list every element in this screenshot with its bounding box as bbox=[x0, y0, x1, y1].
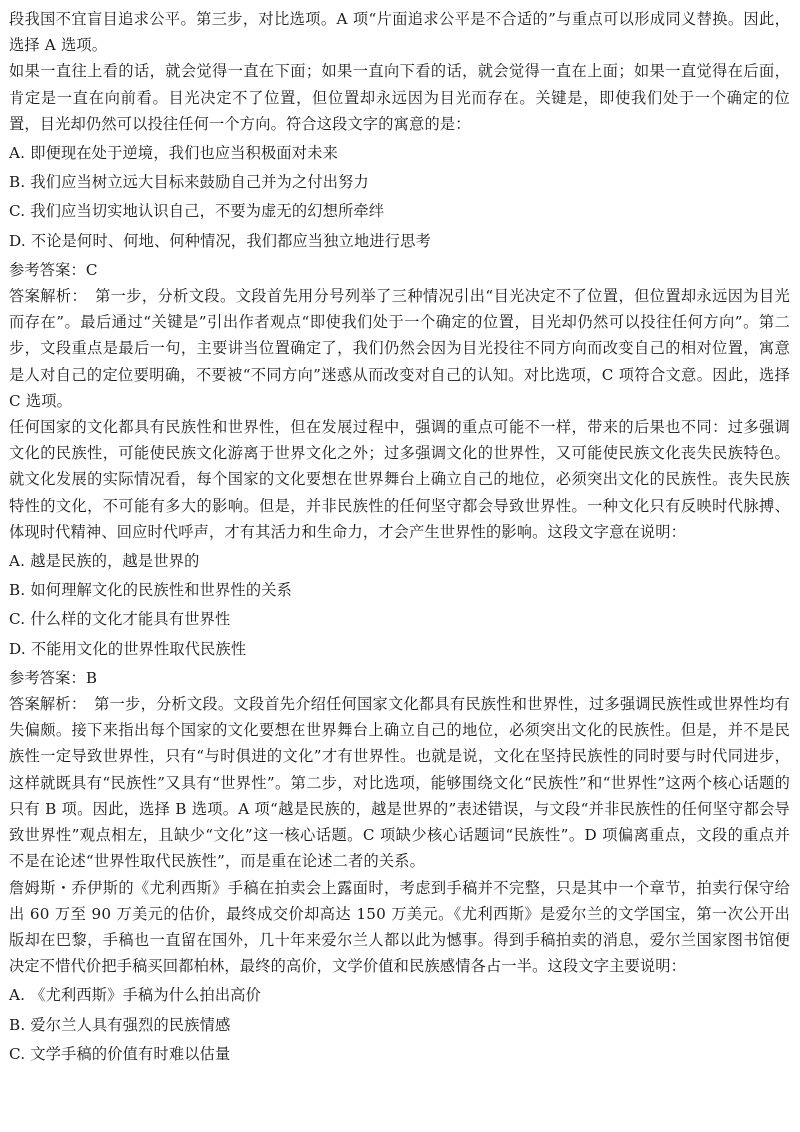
question-passage: 任何国家的文化都具有民族性和世界性，但在发展过程中，强调的重点可能不一样，带来的后果也不同：过多强调文化的民族性，可能使民族文化游离于世界文化之外；过多强调文化的世界性，又可能使民族文化丧失民族特色。就文化发展的实际情况看，每个国家的文化要想在世界舞台上确立自己的地位，必须突出文化的民族性。丧失民族特性的文化，不可能有多大的影响。但是，并非民族性的任何坚守都会导致世界性。一种文化只有反映时代脉搏、体现时代精神、回应时代呼声，才有其活力和生命力，才会产生世界性的影响。这段文字意在说明： bbox=[9, 418, 790, 541]
option-b: B. 如何理解文化的民族性和世界性的关系 bbox=[9, 581, 293, 600]
option-c: C. 文学手稿的价值有时难以估量 bbox=[9, 1044, 231, 1063]
question-passage: 詹姆斯・乔伊斯的《尤利西斯》手稿在拍卖会上露面时，考虑到手稿并不完整，只是其中一个章节，拍卖行保守给出 60 万至 90 万美元的估价，最终成交价却高达 150 万美元。《尤利西斯》是爱尔兰的文学国宝，第一次公开出版却在巴黎，手稿也一直留在国外，几十年来爱尔兰人都以此为憾事。得到手稿拍卖的消息，爱尔兰国家图书馆便决定不惜代价把手稿买回都柏林，最终的高价，文学价值和民族感情各占一半。这段文字主要说明： bbox=[9, 878, 790, 976]
reference-answer: 参考答案：C bbox=[9, 260, 98, 279]
option-c: C. 我们应当切实地认识自己，不要为虚无的幻想所牵绊 bbox=[9, 202, 385, 221]
option-a: A. 《尤利西斯》手稿为什么拍出高价 bbox=[9, 986, 262, 1005]
paragraph: 段我国不宜盲目追求公平。第三步，对比选项。A 项“片面追求公平是不合适的”与重点可以形成同义替换。因此，选择 A 选项。 bbox=[9, 10, 790, 55]
option-a: A. 越是民族的，越是世界的 bbox=[9, 552, 200, 571]
answer-explanation: 答案解析： 第一步，分析文段。文段首先介绍任何国家文化都具有民族性和世界性，过多强调民族性或世界性均有失偏颇。接下来指出每个国家的文化要想在世界舞台上确立自己的地位，必须突出文化的民族性。但是，并不是民族性一定导致世界性，只有“与时俱进的文化”才有世界性。也就是说，文化在坚持民族性的同时要与时代同进步，这样就既具有“民族性”又具有“世界性”。第二步，对比选项，能够围绕文化“民族性”和“世界性”这两个核心话题的只有 B 项。因此，选择 B 选项。A 项“越是民族的，越是世界的”表述错误，与文段“并非民族性的任何坚守都会导致世界性”观点相左，且缺少“文化”这一核心话题。C 项缺少核心话题词“民族性”。D 项偏离重点，文段的重点并不是在论述“世界性取代民族性”，而是重在论述二者的关系。 bbox=[9, 695, 790, 871]
option-d: D. 不论是何时、何地、何种情况，我们都应当独立地进行思考 bbox=[9, 231, 431, 250]
answer-explanation: 答案解析： 第一步，分析文段。文段首先用分号列举了三种情况引出“目光决定不了位置，但位置却永远因为目光而存在”。最后通过“关键是”引出作者观点“即使我们处于一个确定的位置，目光却仍然可以投往任何方向”。第二步，文段重点是最后一句，主要讲当位置确定了，我们仍然会因为目光投往不同方向而改变自己的相对位置，寓意是人对自己的定位要明确，不要被“不同方向”迷惑从而改变对自己的认知。对比选项，C 项符合文意。因此，选择 C 选项。 bbox=[9, 287, 790, 410]
option-a: A. 即便现在处于逆境，我们也应当积极面对未来 bbox=[9, 144, 338, 163]
option-b: B. 我们应当树立远大目标来鼓励自己并为之付出努力 bbox=[9, 173, 369, 192]
question-passage: 如果一直往上看的话，就会觉得一直在下面；如果一直向下看的话，就会觉得一直在上面；如果一直觉得在后面，肯定是一直在向前看。目光决定不了位置，但位置却永远因为目光而存在。关键是，即使我们处于一个确定的位置，目光却仍然可以投往任何一个方向。符合这段文字的寓意的是： bbox=[9, 62, 790, 133]
reference-answer: 参考答案：B bbox=[9, 668, 98, 687]
option-c: C. 什么样的文化才能具有世界性 bbox=[9, 610, 231, 629]
option-d: D. 不能用文化的世界性取代民族性 bbox=[9, 639, 247, 658]
option-b: B. 爱尔兰人具有强烈的民族情感 bbox=[9, 1015, 231, 1034]
